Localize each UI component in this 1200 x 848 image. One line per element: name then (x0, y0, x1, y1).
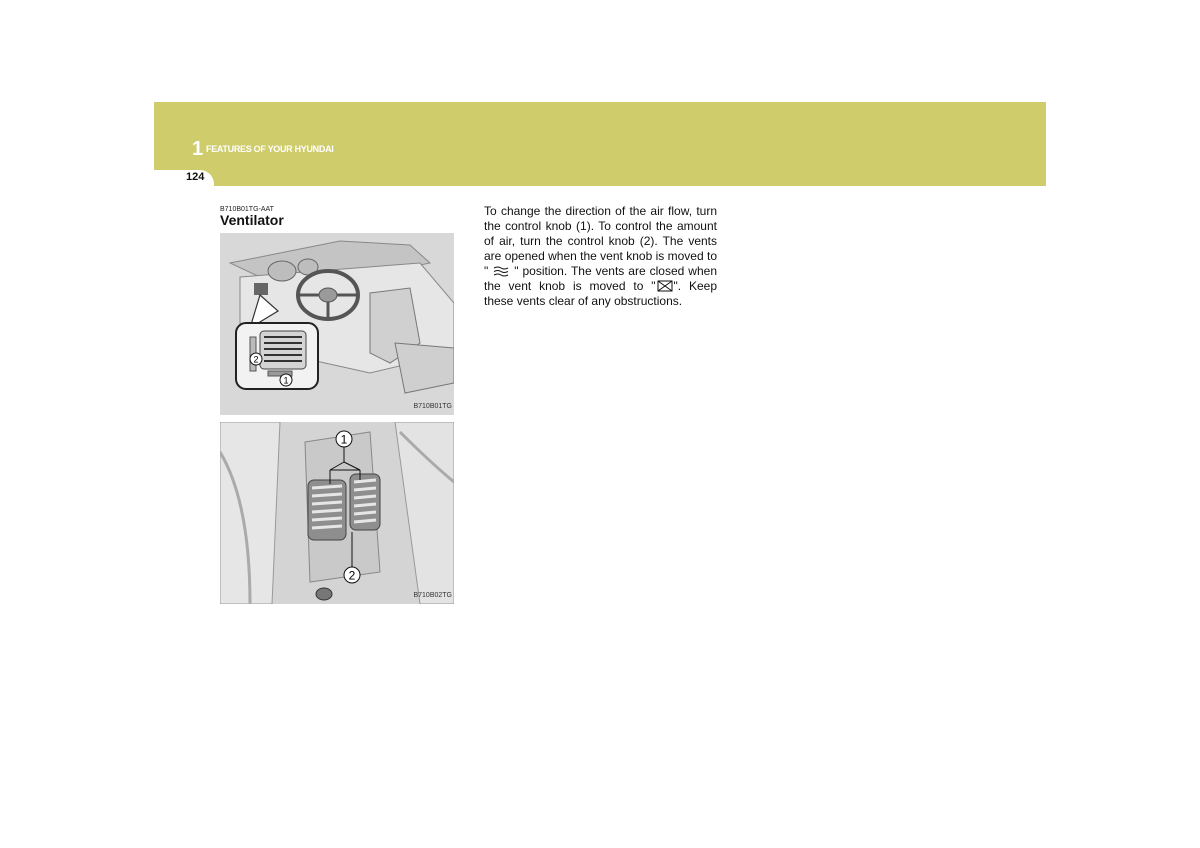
callout-1: 1 (283, 375, 289, 386)
callout-1: 1 (340, 432, 348, 447)
air-flow-closed-icon (656, 280, 674, 292)
page-number: 124 (186, 171, 205, 183)
rear-center-vents-illustration (220, 422, 454, 604)
body-text-part2: " position. The vents are closed when the vent knob is moved to " (484, 264, 717, 293)
chapter-title: FEATURES OF YOUR HYUNDAI (206, 144, 334, 154)
figure-rear-vents (220, 422, 454, 604)
body-text-part1: To change the direction of the air flow, turn the control knob (1). To control the amount of air, turn the control knob (2). The vents are opened when the vent knob is moved to " (484, 204, 717, 278)
figure-dashboard-vent (220, 233, 454, 415)
body-text-part3: ". Keep these vents clear of any obstructions. (484, 279, 717, 308)
section-title: Ventilator (220, 212, 284, 228)
callout-2: 2 (348, 568, 356, 583)
page-number-tab (154, 170, 214, 186)
chapter-number: 1 (192, 138, 204, 160)
figure-caption: B710B02TG (413, 592, 452, 599)
body-paragraph (484, 204, 717, 309)
dashboard-side-vent-illustration (220, 233, 454, 415)
section-code: B710B01TG-AAT (220, 206, 274, 213)
air-flow-open-icon (492, 265, 510, 277)
figure-caption: B710B01TG (413, 403, 452, 410)
callout-2: 2 (253, 354, 259, 365)
